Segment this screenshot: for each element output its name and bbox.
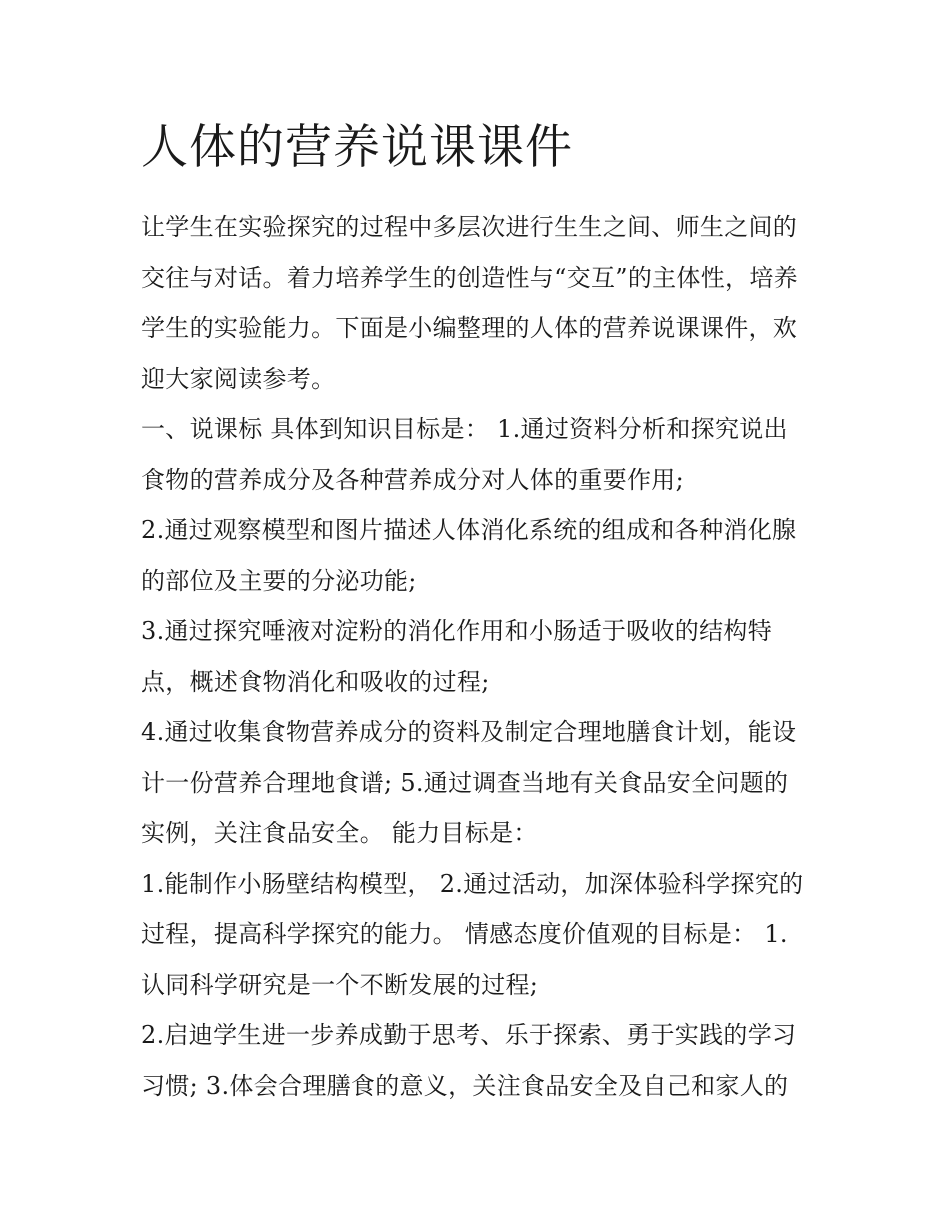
text-line: 1.能制作小肠壁结构模型， 2.通过活动，加深体验科学探究的 [141, 869, 804, 898]
text-line: 认同科学研究是一个不断发展的过程; [141, 970, 539, 999]
text-line: 点，概述食物消化和吸收的过程; [141, 667, 490, 696]
text-line: 实例，关注食品安全。 能力目标是： [141, 819, 538, 847]
text-line: 过程，提高科学探究的能力。 情感态度价值观的目标是： 1. [141, 920, 788, 948]
text-line: 迎大家阅读参考。 [141, 364, 336, 393]
text-line: 3.通过探究唾液对淀粉的消化作用和小肠适于吸收的结构特 [141, 617, 772, 645]
text-line: 2.启迪学生进一步养成勤于思考、乐于探索、勇于实践的学习 [141, 1021, 797, 1049]
document-title: 人体的营养说课课件 [141, 120, 573, 175]
text-line: 2.通过观察模型和图片描述人体消化系统的组成和各种消化腺 [141, 516, 797, 544]
text-line: 一、说课标 具体到知识目标是： 1.通过资料分析和探究说出 [141, 415, 788, 443]
document-content [141, 112, 831, 1111]
text-line: 让学生在实验探究的过程中多层次进行生生之间、师生之间的 [141, 213, 798, 241]
document-body [141, 202, 831, 1111]
text-line: 食物的营养成分及各种营养成分对人体的重要作用; [141, 465, 684, 494]
text-line: 的部位及主要的分泌功能; [141, 566, 417, 595]
text-line: 习惯; 3.体会合理膳食的意义，关注食品安全及自己和家人的 [141, 1071, 789, 1100]
text-line: 学生的实验能力。下面是小编整理的人体的营养说课课件，欢 [141, 314, 798, 342]
text-line: 交往与对话。着力培养学生的创造性与“交互”的主体性，培养 [141, 263, 798, 292]
text-line: 4.通过收集食物营养成分的资料及制定合理地膳食计划，能设 [141, 718, 797, 746]
text-line: 计一份营养合理地食谱; 5.通过调查当地有关食品安全问题的 [141, 768, 789, 797]
